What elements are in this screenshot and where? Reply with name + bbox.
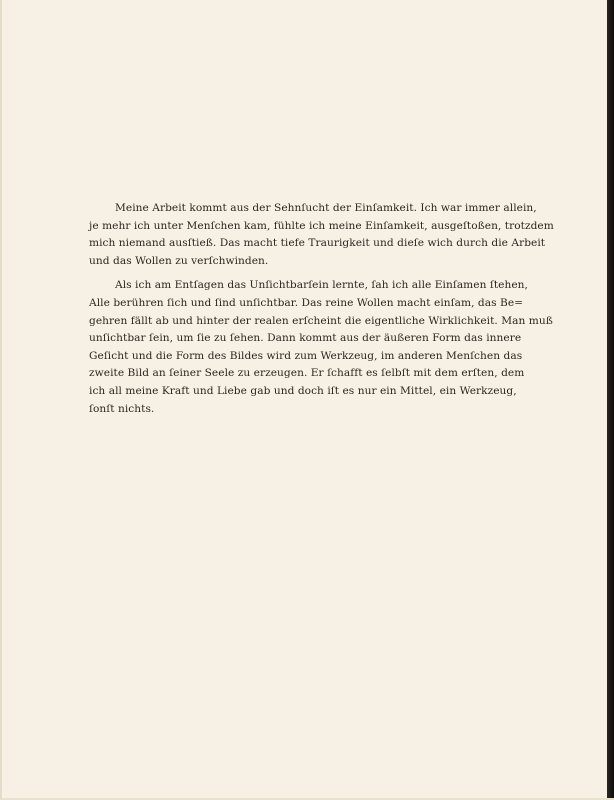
paragraph-2 <box>89 277 553 418</box>
text-line: Geſicht und die Form des Bildes wird zum Werkzeug, im anderen Menſchen das <box>89 349 523 362</box>
text-line: Als ich am Entſagen das Unſichtbarſein lernte, ſah ich alle Einſamen ſtehen, <box>115 279 528 292</box>
text-line: Meine Arbeit kommt aus der Sehnſucht der Einſamkeit. Ich war immer allein, <box>115 202 537 214</box>
text-line: gehren fällt ab und hinter der realen erſcheint die eigentliche Wirklichkeit. Man muß <box>89 314 553 327</box>
page-left-edge <box>0 0 2 800</box>
text-line: ich all meine Kraft und Liebe gab und doch iſt es nur ein Mittel, ein Werkzeug, <box>89 384 517 397</box>
paragraph-1 <box>89 200 554 270</box>
text-line: ſonſt nichts. <box>89 402 155 415</box>
body-text <box>89 200 554 425</box>
text-line: unſichtbar ſein, um ſie zu ſehen. Dann kommt aus der äußeren Form das innere <box>89 332 522 345</box>
text-line: zweite Bild an ſeiner Seele zu erzeugen. Er ſchafft es ſelbſt mit dem erſten, dem <box>89 367 525 380</box>
text-line: je mehr ich unter Menſchen kam, fühlte ich meine Einſamkeit, ausgeſtoßen, trotzdem <box>89 219 554 232</box>
text-line: und das Wollen zu verſchwinden. <box>89 254 269 267</box>
page-right-edge-shadow <box>607 0 614 800</box>
text-line: mich niemand ausſtieß. Das macht tiefe Traurigkeit und dieſe wich durch die Arbeit <box>89 237 546 250</box>
text-line: Alle berühren ſich und ſind unſichtbar. Das reine Wollen macht einſam, das Be= <box>89 296 524 309</box>
